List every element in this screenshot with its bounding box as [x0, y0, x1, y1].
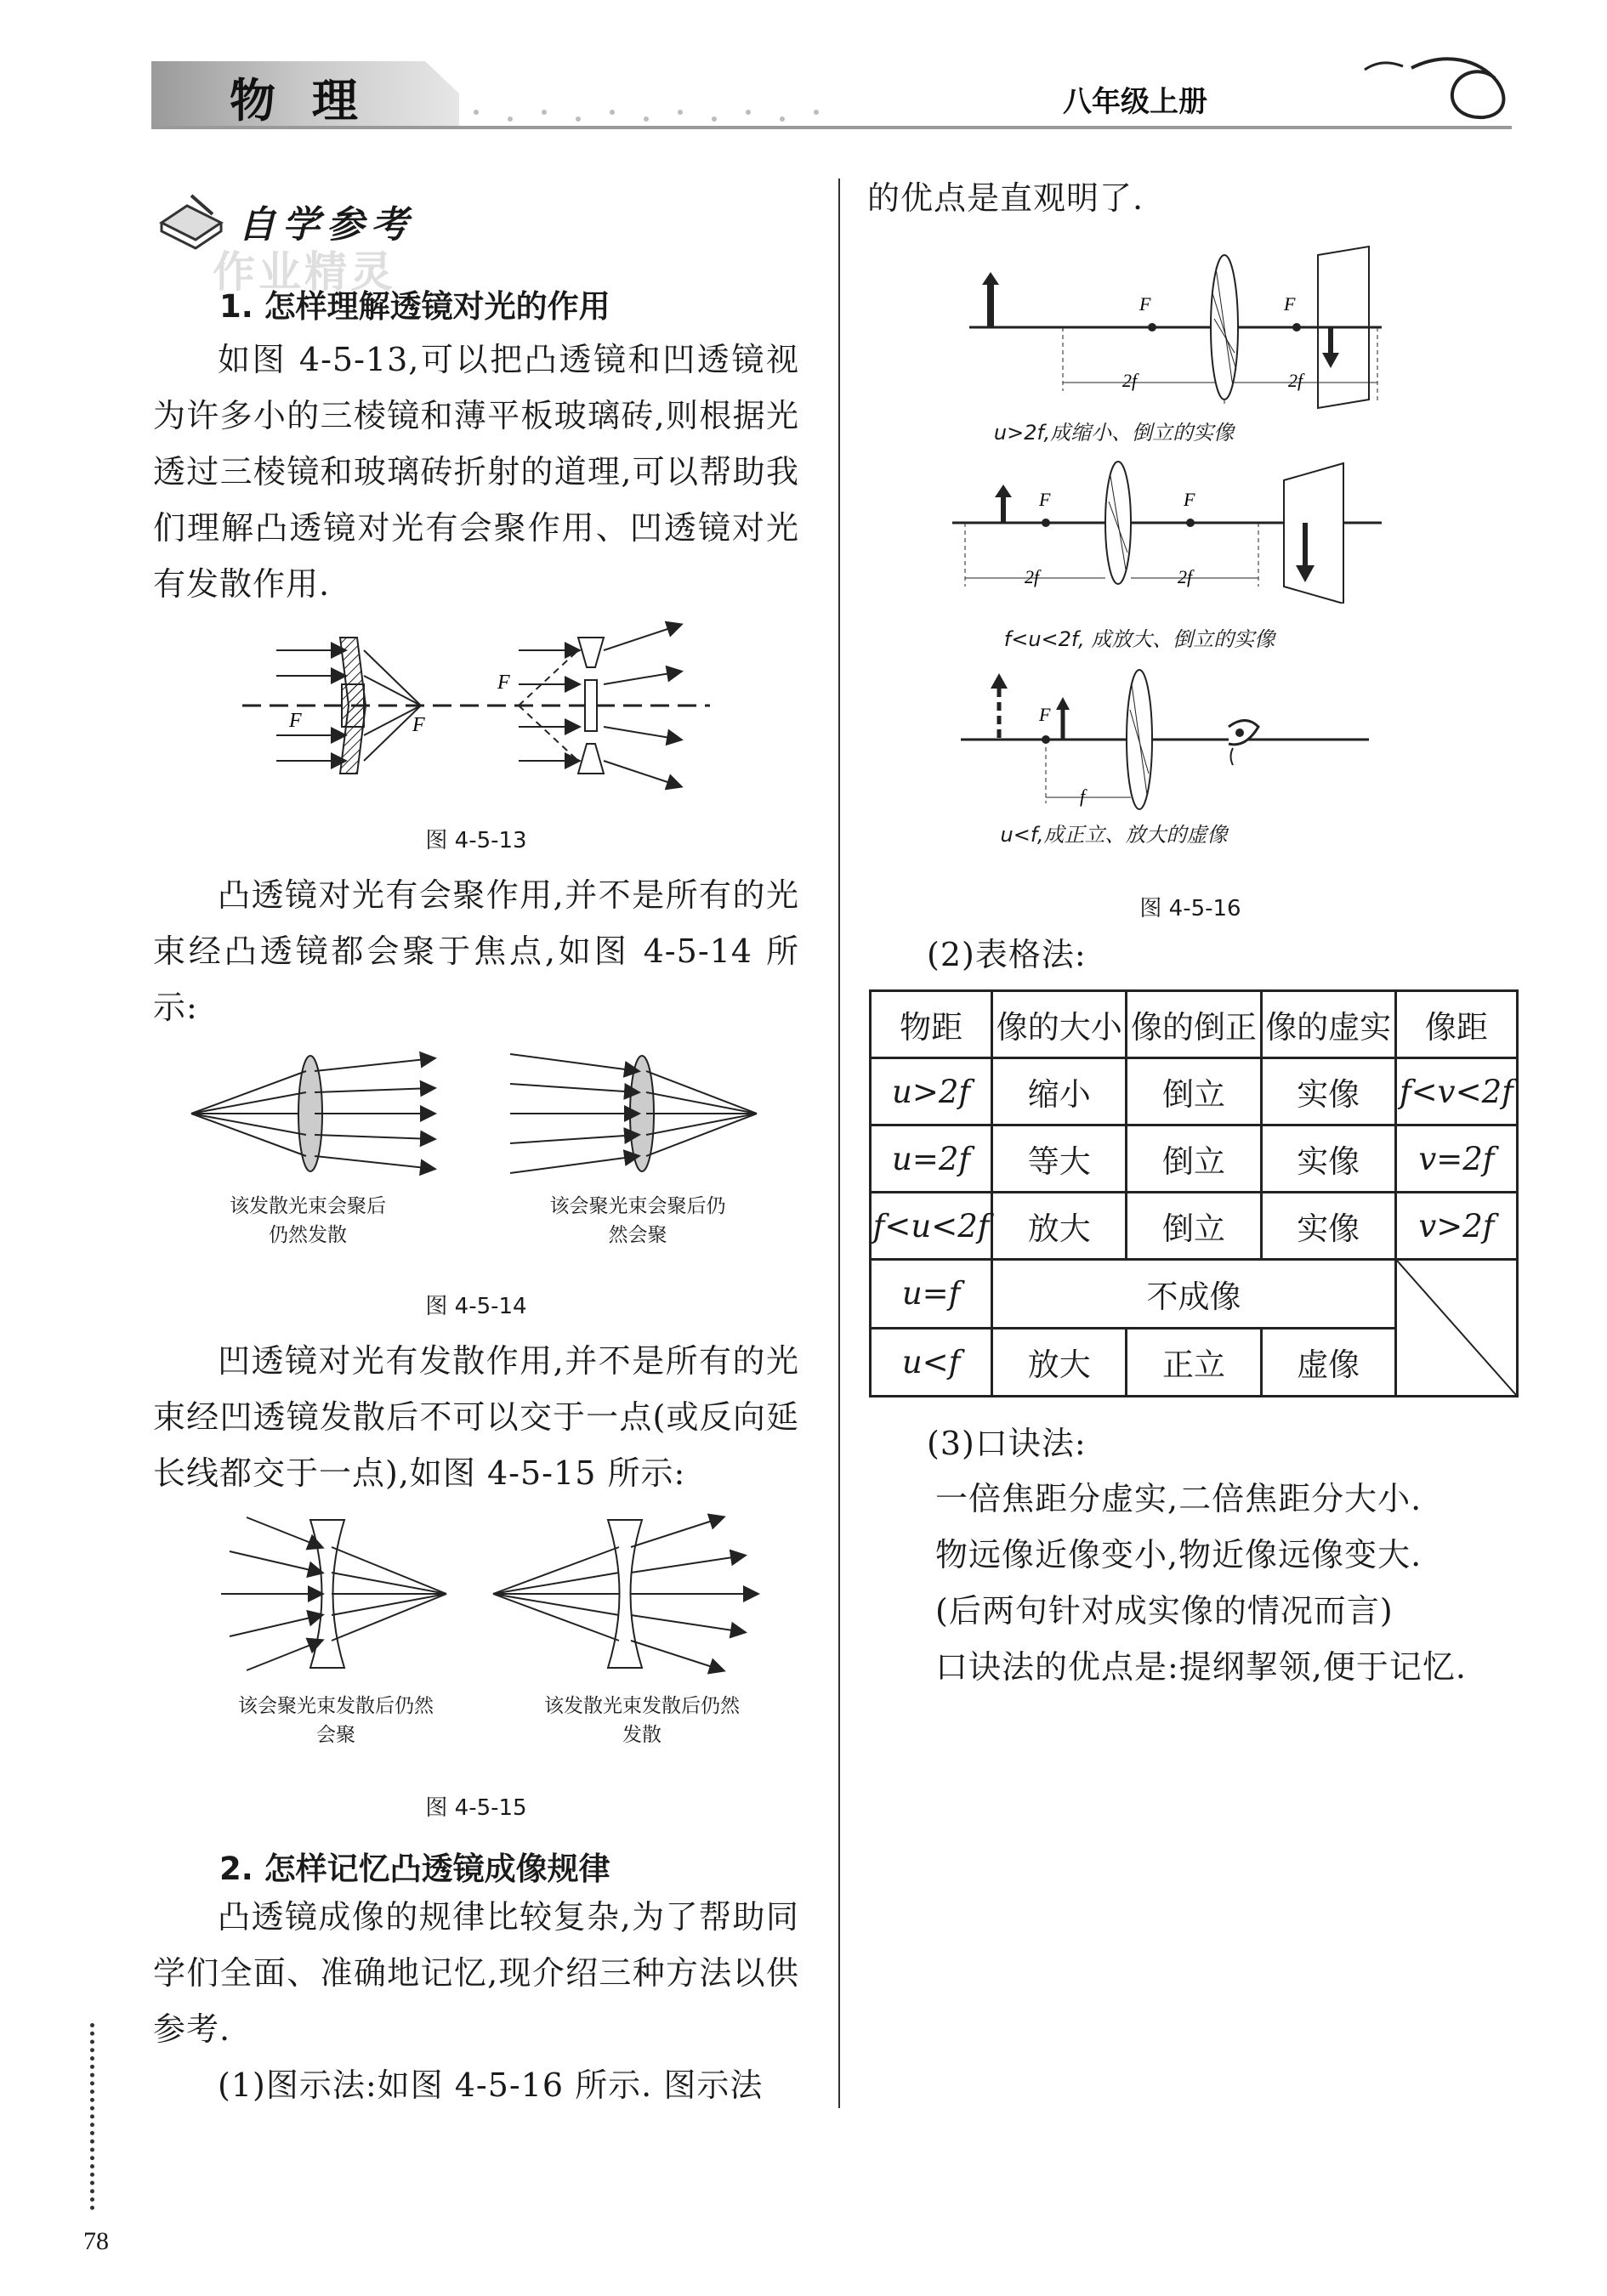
svg-text:F: F: [289, 710, 302, 732]
mnemonic-line-3: (后两句针对成实像的情况而言): [935, 1592, 1394, 1630]
heading-1: 1. 怎样理解透镜对光的作用: [219, 288, 610, 325]
table-cell: 实像: [1261, 1125, 1395, 1193]
heading-2: 2. 怎样记忆凸透镜成像规律: [219, 1851, 610, 1887]
table-cell: 不成像: [992, 1260, 1396, 1329]
fig15-right-label: 该发散光束发散后仍然发散: [544, 1695, 740, 1746]
svg-text:F: F: [1284, 293, 1296, 315]
page-number: 78: [83, 2227, 109, 2255]
paragraph-3: 凹透镜对光有发散作用,并不是所有的光束经凹透镜发散后不可以交于一点(或反向延长线都交于一点),如图 4-5-15 所示:: [153, 1342, 799, 1492]
table-cell: u>2f: [871, 1058, 992, 1125]
fig15-left-label: 该会聚光束发散后仍然会聚: [238, 1695, 434, 1746]
column-divider: [838, 179, 840, 2108]
table-cell: v=2f: [1395, 1125, 1517, 1193]
figure-4-5-13: [238, 621, 714, 791]
fig14-left-label: 该发散光束会聚后仍然发散: [230, 1195, 386, 1246]
margin-dots: [90, 2023, 98, 2210]
mnemonic-line-2: 物远像近像变小,物近像远像变大.: [935, 1536, 1422, 1573]
paragraph-1: 如图 4-5-13,可以把凸透镜和凹透镜视为许多小的三棱镜和薄平板玻璃砖,则根据光透过三棱镜和玻璃砖折射的道理,可以帮助我们理解凸透镜对光有会聚作用、凹透镜对光有发散作用.: [153, 341, 799, 603]
table-cell: 缩小: [992, 1058, 1127, 1125]
svg-text:F: F: [1039, 489, 1051, 510]
fig13-caption: 图 4-5-13: [425, 828, 527, 853]
svg-text:2f: 2f: [1178, 566, 1193, 587]
section-title: 自学参考: [238, 203, 415, 247]
table-cell: f<u<2f: [871, 1193, 992, 1260]
table-cell: 实像: [1261, 1193, 1395, 1260]
figure-4-5-15: [213, 1513, 765, 1675]
mouse-icon: [1411, 59, 1503, 117]
paragraph-continued: 的优点是直观明了.: [867, 179, 1144, 217]
table-cell: 倒立: [1127, 1193, 1261, 1260]
paragraph-5: (1)图示法:如图 4-5-16 所示. 图示法: [218, 2066, 764, 2104]
paragraph-2: 凸透镜对光有会聚作用,并不是所有的光束经凸透镜都会聚于焦点,如图 4-5-14 所示:: [153, 876, 799, 1026]
table-cell: 倒立: [1127, 1058, 1261, 1125]
table-cell: u=2f: [871, 1125, 992, 1193]
table-cell: 虚像: [1261, 1328, 1395, 1397]
grade-label: 八年级上册: [1063, 85, 1207, 119]
fig14-right-label: 该会聚光束会聚后仍然会聚: [549, 1195, 726, 1246]
table-header: 像的大小: [992, 991, 1127, 1058]
table-cell: u<f: [871, 1328, 992, 1397]
svg-text:F: F: [1184, 489, 1195, 510]
figure-4-5-16b: [944, 459, 1394, 604]
svg-text:2f: 2f: [1025, 566, 1040, 587]
table-header: 物距: [871, 991, 992, 1058]
fig15-caption: 图 4-5-15: [425, 1795, 527, 1821]
mnemonic-title: (3)口诀法:: [927, 1425, 1087, 1462]
svg-text:F: F: [1139, 293, 1151, 315]
table-cell: 等大: [992, 1125, 1127, 1193]
mnemonic-line-1: 一倍焦距分虚实,二倍焦距分大小.: [935, 1480, 1422, 1517]
table-title: (2)表格法:: [927, 936, 1087, 973]
table-cell: 倒立: [1127, 1125, 1261, 1193]
watermark: 作业精灵: [213, 247, 396, 297]
svg-text:f: f: [1080, 785, 1086, 807]
table-cell: 放大: [992, 1328, 1127, 1397]
table-cell: 正立: [1127, 1328, 1261, 1397]
mnemonic-line-4: 口诀法的优点是:提纲挈领,便于记忆.: [935, 1648, 1467, 1686]
table-cell: 实像: [1261, 1058, 1395, 1125]
fig16-caption: 图 4-5-16: [1139, 896, 1241, 921]
table-cell: f<v<2f: [1395, 1058, 1517, 1125]
table-diagonal-cell: [1395, 1260, 1517, 1397]
table-header: 像的倒正: [1127, 991, 1261, 1058]
table-cell: v>2f: [1395, 1193, 1517, 1260]
fig16b-label: f<u<2f, 成放大、倒立的实像: [1003, 627, 1275, 651]
subject-title: 物 理: [230, 74, 368, 128]
svg-text:2f: 2f: [1122, 370, 1138, 391]
figure-4-5-14: [187, 1046, 765, 1182]
figure-4-5-16a: [952, 242, 1394, 412]
table-cell: u=f: [871, 1260, 992, 1329]
fig14-caption: 图 4-5-14: [425, 1294, 527, 1319]
table-cell: 放大: [992, 1193, 1127, 1260]
figure-4-5-16c: [952, 663, 1377, 816]
paragraph-4: 凸透镜成像的规律比较复杂,为了帮助同学们全面、准确地记忆,现介绍三种方法以供参考.: [153, 1898, 799, 2048]
svg-text:F: F: [497, 672, 510, 694]
svg-text:F: F: [412, 714, 425, 736]
fig16c-label: u<f,成正立、放大的虚像: [1000, 823, 1228, 847]
table-header: 像距: [1395, 991, 1517, 1058]
table-header: 像的虚实: [1261, 991, 1395, 1058]
svg-text:2f: 2f: [1288, 370, 1303, 391]
fig16a-label: u>2f,成缩小、倒立的实像: [993, 421, 1235, 445]
svg-text:F: F: [1039, 704, 1051, 725]
imaging-table: [869, 989, 1519, 1397]
